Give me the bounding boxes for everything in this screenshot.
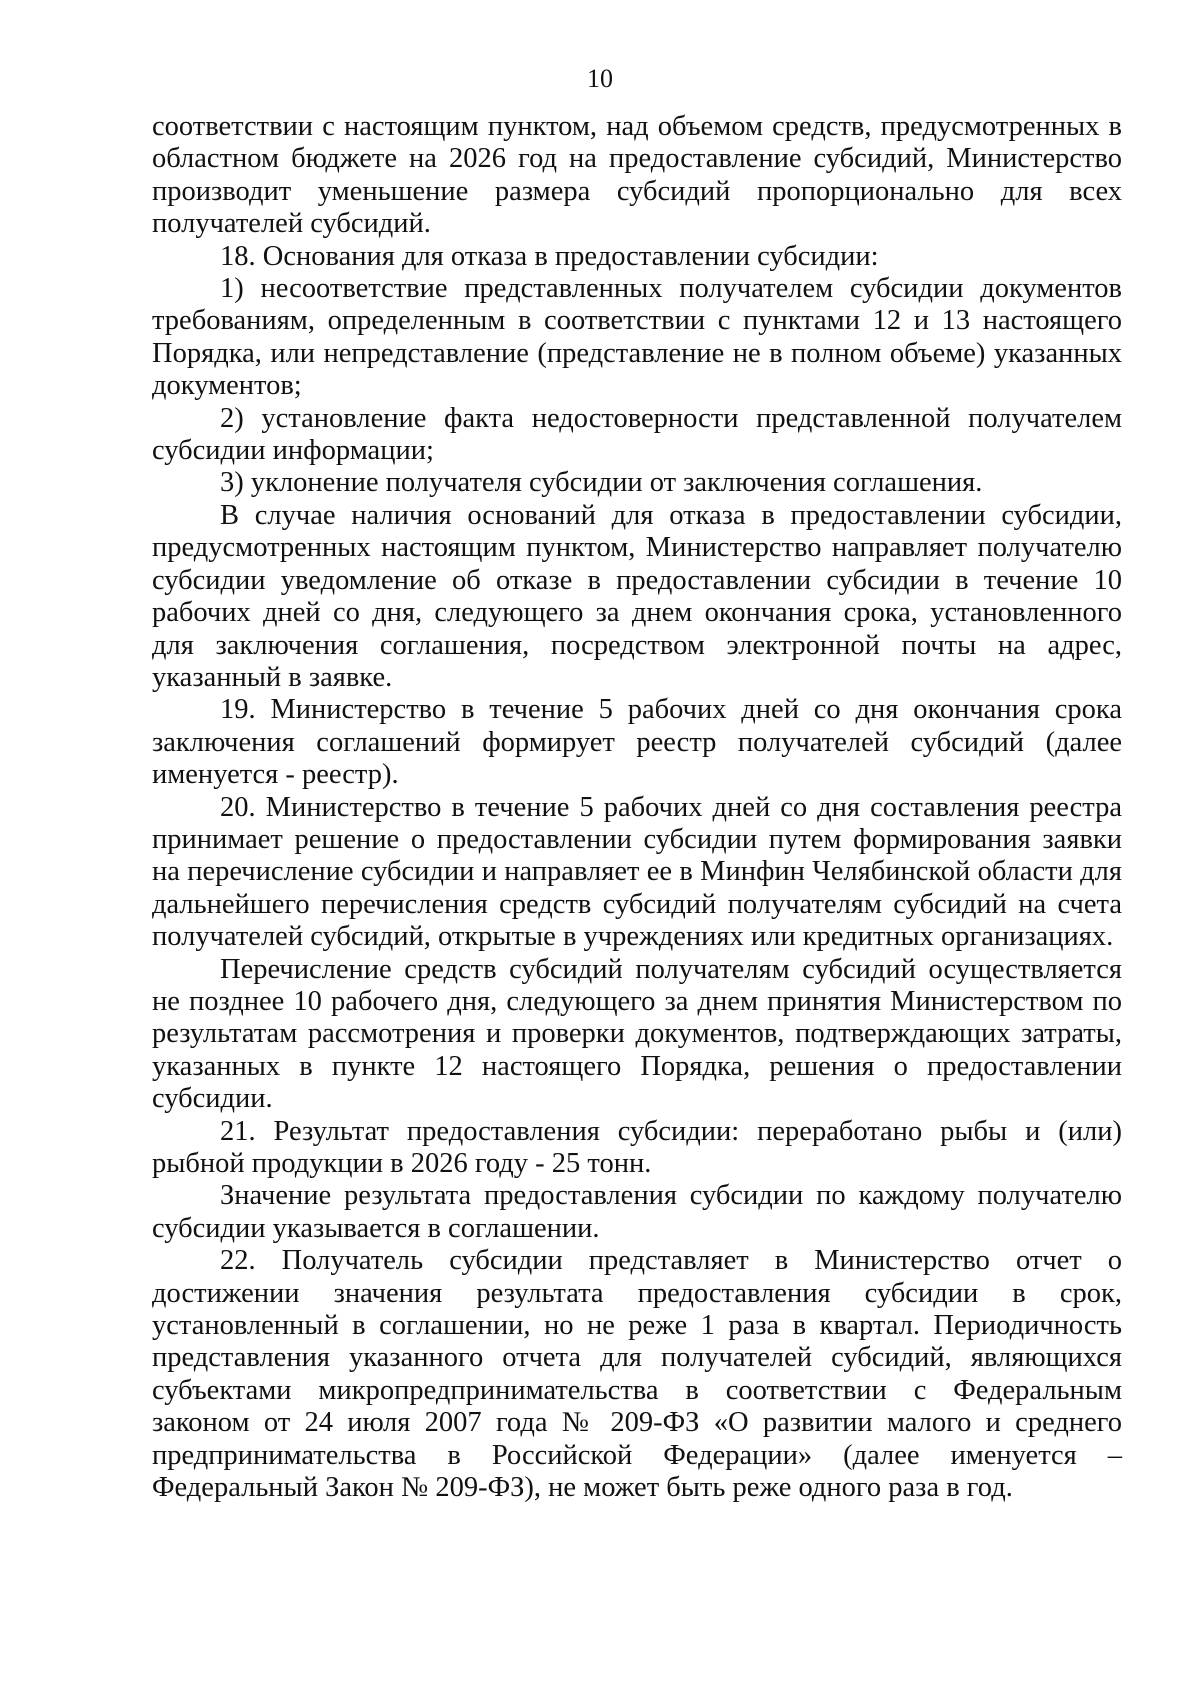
paragraph-item-19: 19. Министерство в течение 5 рабочих дней со дня окончания срока заключения соглашений формирует реестр получателей субсидий (далее именуется - реестр). <box>152 694 1122 791</box>
paragraph-item-18: 18. Основания для отказа в предоставлении субсидии: <box>220 240 879 272</box>
paragraph-subitem-3: 3) уклонение получателя субсидии от заключения соглашения. <box>220 467 983 499</box>
paragraph-refusal-notice: В случае наличия оснований для отказа в предоставлении субсидии, предусмотренных настоящим пунктом, Министерство направляет получателю субсидии уведомление об отказе в предоставлении субсидии в течение 10 рабочих дней со дня, следующего за днем окончания срока, установленного для заключения соглашения, посредством электронной почты на адрес, указанный в заявке. <box>152 499 1122 693</box>
paragraph-item-21: 21. Результат предоставления субсидии: переработано рыбы и (или) рыбной продукции в 2026 году - 25 тонн. <box>152 1115 1122 1179</box>
paragraph-transfer: Перечисление средств субсидий получателям субсидий осуществляется не позднее 10 рабочего дня, следующего за днем принятия Министерством по результатам рассмотрения и проверки документов, подтверждающих затраты, указанных в пункте 12 настоящего Порядка, решения о предоставлении субсидии. <box>152 953 1122 1115</box>
paragraph-item-20: 20. Министерство в течение 5 рабочих дней со дня составления реестра принимает решение о предоставлении субсидии путем формирования заявки на перечисление субсидии и направляет ее в Минфин Челябинской области для дальнейшего перечисления средств субсидий получателям субсидий на счета получателей субсидий, открытые в учреждениях или кредитных организациях. <box>152 791 1122 953</box>
paragraph-subitem-1: 1) несоответствие представленных получателем субсидии документов требованиям, определенным в соответствии с пунктами 12 и 13 настоящего Порядка, или непредставление (представление не в полном объеме) указанных документов; <box>152 273 1122 402</box>
paragraph-item-22: 22. Получатель субсидии представляет в Министерство отчет о достижении значения результата предоставления субсидии в срок, установленный в соглашении, но не реже 1 раза в квартал. Периодичность представления указанного отчета для получателей субсидий, являющихся субъектами микропредпринимательства в соответствии с Федеральным законом от 24 июля 2007 года № 209-ФЗ «О развитии малого и среднего предпринимательства в Российской Федерации» (далее именуется – Федеральный Закон № 209-ФЗ), не может быть реже одного раза в год. <box>152 1245 1122 1504</box>
paragraph-result-value: Значение результата предоставления субсидии по каждому получателю субсидии указывается в соглашении. <box>152 1180 1122 1244</box>
page-number: 10 <box>587 64 613 93</box>
paragraph-continuation: соответствии с настоящим пунктом, над объемом средств, предусмотренных в областном бюджете на 2026 год на предоставление субсидий, Министерство производит уменьшение размера субсидий пропорционально для всех получателей субсидий. <box>152 111 1122 240</box>
document-body <box>152 111 1122 1504</box>
paragraph-subitem-2: 2) установление факта недостоверности представленной получателем субсидии информации; <box>152 402 1122 467</box>
